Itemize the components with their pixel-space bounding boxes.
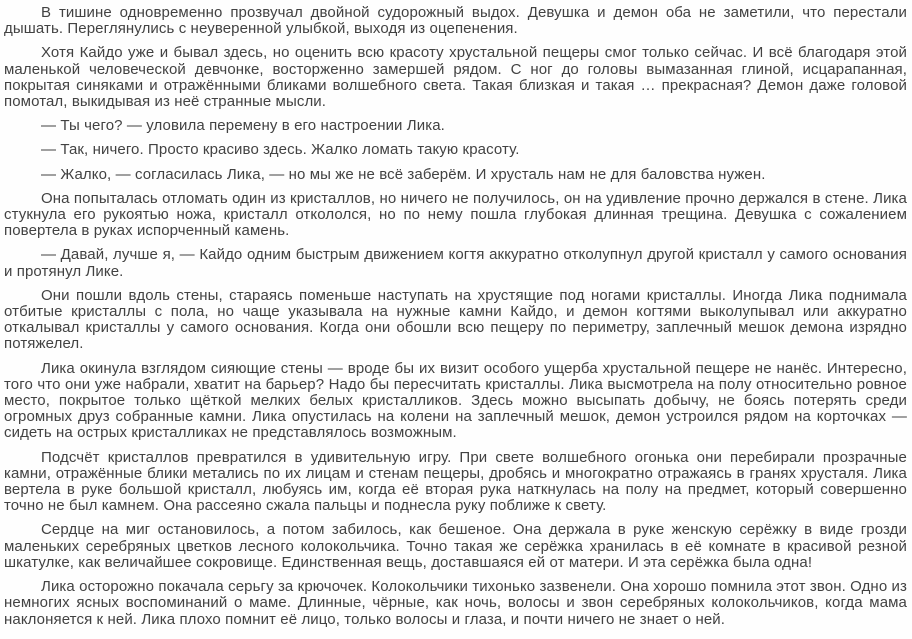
paragraph-dialogue: — Давай, лучше я, — Кайдо одним быстрым движением когтя аккуратно отколупнул другой кристалл у самого основания и протянул Лике. xyxy=(4,246,907,280)
paragraph-narrative: Хотя Кайдо уже и бывал здесь, но оценить всю красоту хрустальной пещеры смог только сейчас. И всё благодаря этой маленькой человеческой девчонке, восторженно замершей рядом. С ног до головы вымазанная глиной, исцарапанная, покрытая синяками и отражёнными бликами волшебного света. Такая близкая и такая … прекрасная? Демон даже головой помотал, выкидывая из неё странные мысли. xyxy=(4,44,907,111)
paragraph-narrative: В тишине одновременно прозвучал двойной судорожный выдох. Девушка и демон оба не заметили, что перестали дышать. Переглянулись с неуверенной улыбкой, выходя из оцепенения. xyxy=(4,4,907,38)
paragraph-dialogue: — Так, ничего. Просто красиво здесь. Жалко ломать такую красоту. xyxy=(41,141,520,159)
paragraph-dialogue: — Жалко, — согласилась Лика, — но мы же не всё заберём. И хрусталь нам не для баловства нужен. xyxy=(41,165,766,183)
paragraph-dialogue: — Ты чего? — уловила перемену в его настроении Лика. xyxy=(41,117,445,135)
paragraph-narrative: Лика осторожно покачала серьгу за крючочек. Колокольчики тихонько зазвенели. Она хорошо помнила этот звон. Одно из немногих ясных воспоминаний о маме. Длинные, чёрные, как ночь, волосы и звон серебряных колокольчиков, когда мама наклоняется к ней. Лика плохо помнит её лицо, только волосы и глаза, и почти ничего не знает о ней. xyxy=(4,578,907,628)
paragraph-narrative: Лика окинула взглядом сияющие стены — вроде бы их визит особого ущерба хрустальной пещере не нанёс. Интересно, того что они уже набрали, хватит на барьер? Надо бы пересчитать кристаллы. Лика высмотрела на полу относительно ровное место, покрытое только щёткой мелких белых кристалликов. Здесь можно высыпать добычу, не боясь потерять среди огромных друз собранные камни. Лика опустилась на колени на заплечный мешок, демон устроился рядом на корточках — сидеть на острых кристалликах не представлялось возможным. xyxy=(4,359,907,442)
paragraph-narrative: Подсчёт кристаллов превратился в удивительную игру. При свете волшебного огонька они перебирали прозрачные камни, отражённые блики метались по их лицам и стенам пещеры, дробясь и многократно отражаясь в гранях хрусталя. Лика вертела в руке большой кристалл, любуясь им, когда её вторая рука наткнулась на полу на предмет, который совершенно точно не был камнем. Она рассеяно сжала пальцы и поднесла руку поближе к свету. xyxy=(4,448,907,515)
paragraph-narrative: Они пошли вдоль стены, стараясь поменьше наступать на хрустящие под ногами кристаллы. Иногда Лика поднимала отбитые кристаллы с пола, но чаще указывала на нужные камни Кайдо, и демон когтями выколупывал или аккуратно откалывал кристаллы у самого основания. Когда они обошли всю пещеру по периметру, заплечный мешок демона изрядно потяжелел. xyxy=(4,286,907,353)
paragraph-narrative: Она попыталась отломать один из кристаллов, но ничего не получилось, он на удивление прочно держался в стене. Лика стукнула его рукоятью ножа, кристалл откололся, но по нему пошла глубокая длинная трещина. Девушка с сожалением повертела в руках испорченный камень. xyxy=(4,189,907,240)
paragraph-narrative: Сердце на миг остановилось, а потом забилось, как бешеное. Она держала в руке женскую серёжку в виде грозди маленьких серебряных цветков лесного колокольчика. Точно такая же серёжка хранилась в её комнате в красивой резной шкатулке, как величайшее сокровище. Единственная вещь, доставшаяся ей от матери. И эта серёжка была одна! xyxy=(4,521,907,571)
